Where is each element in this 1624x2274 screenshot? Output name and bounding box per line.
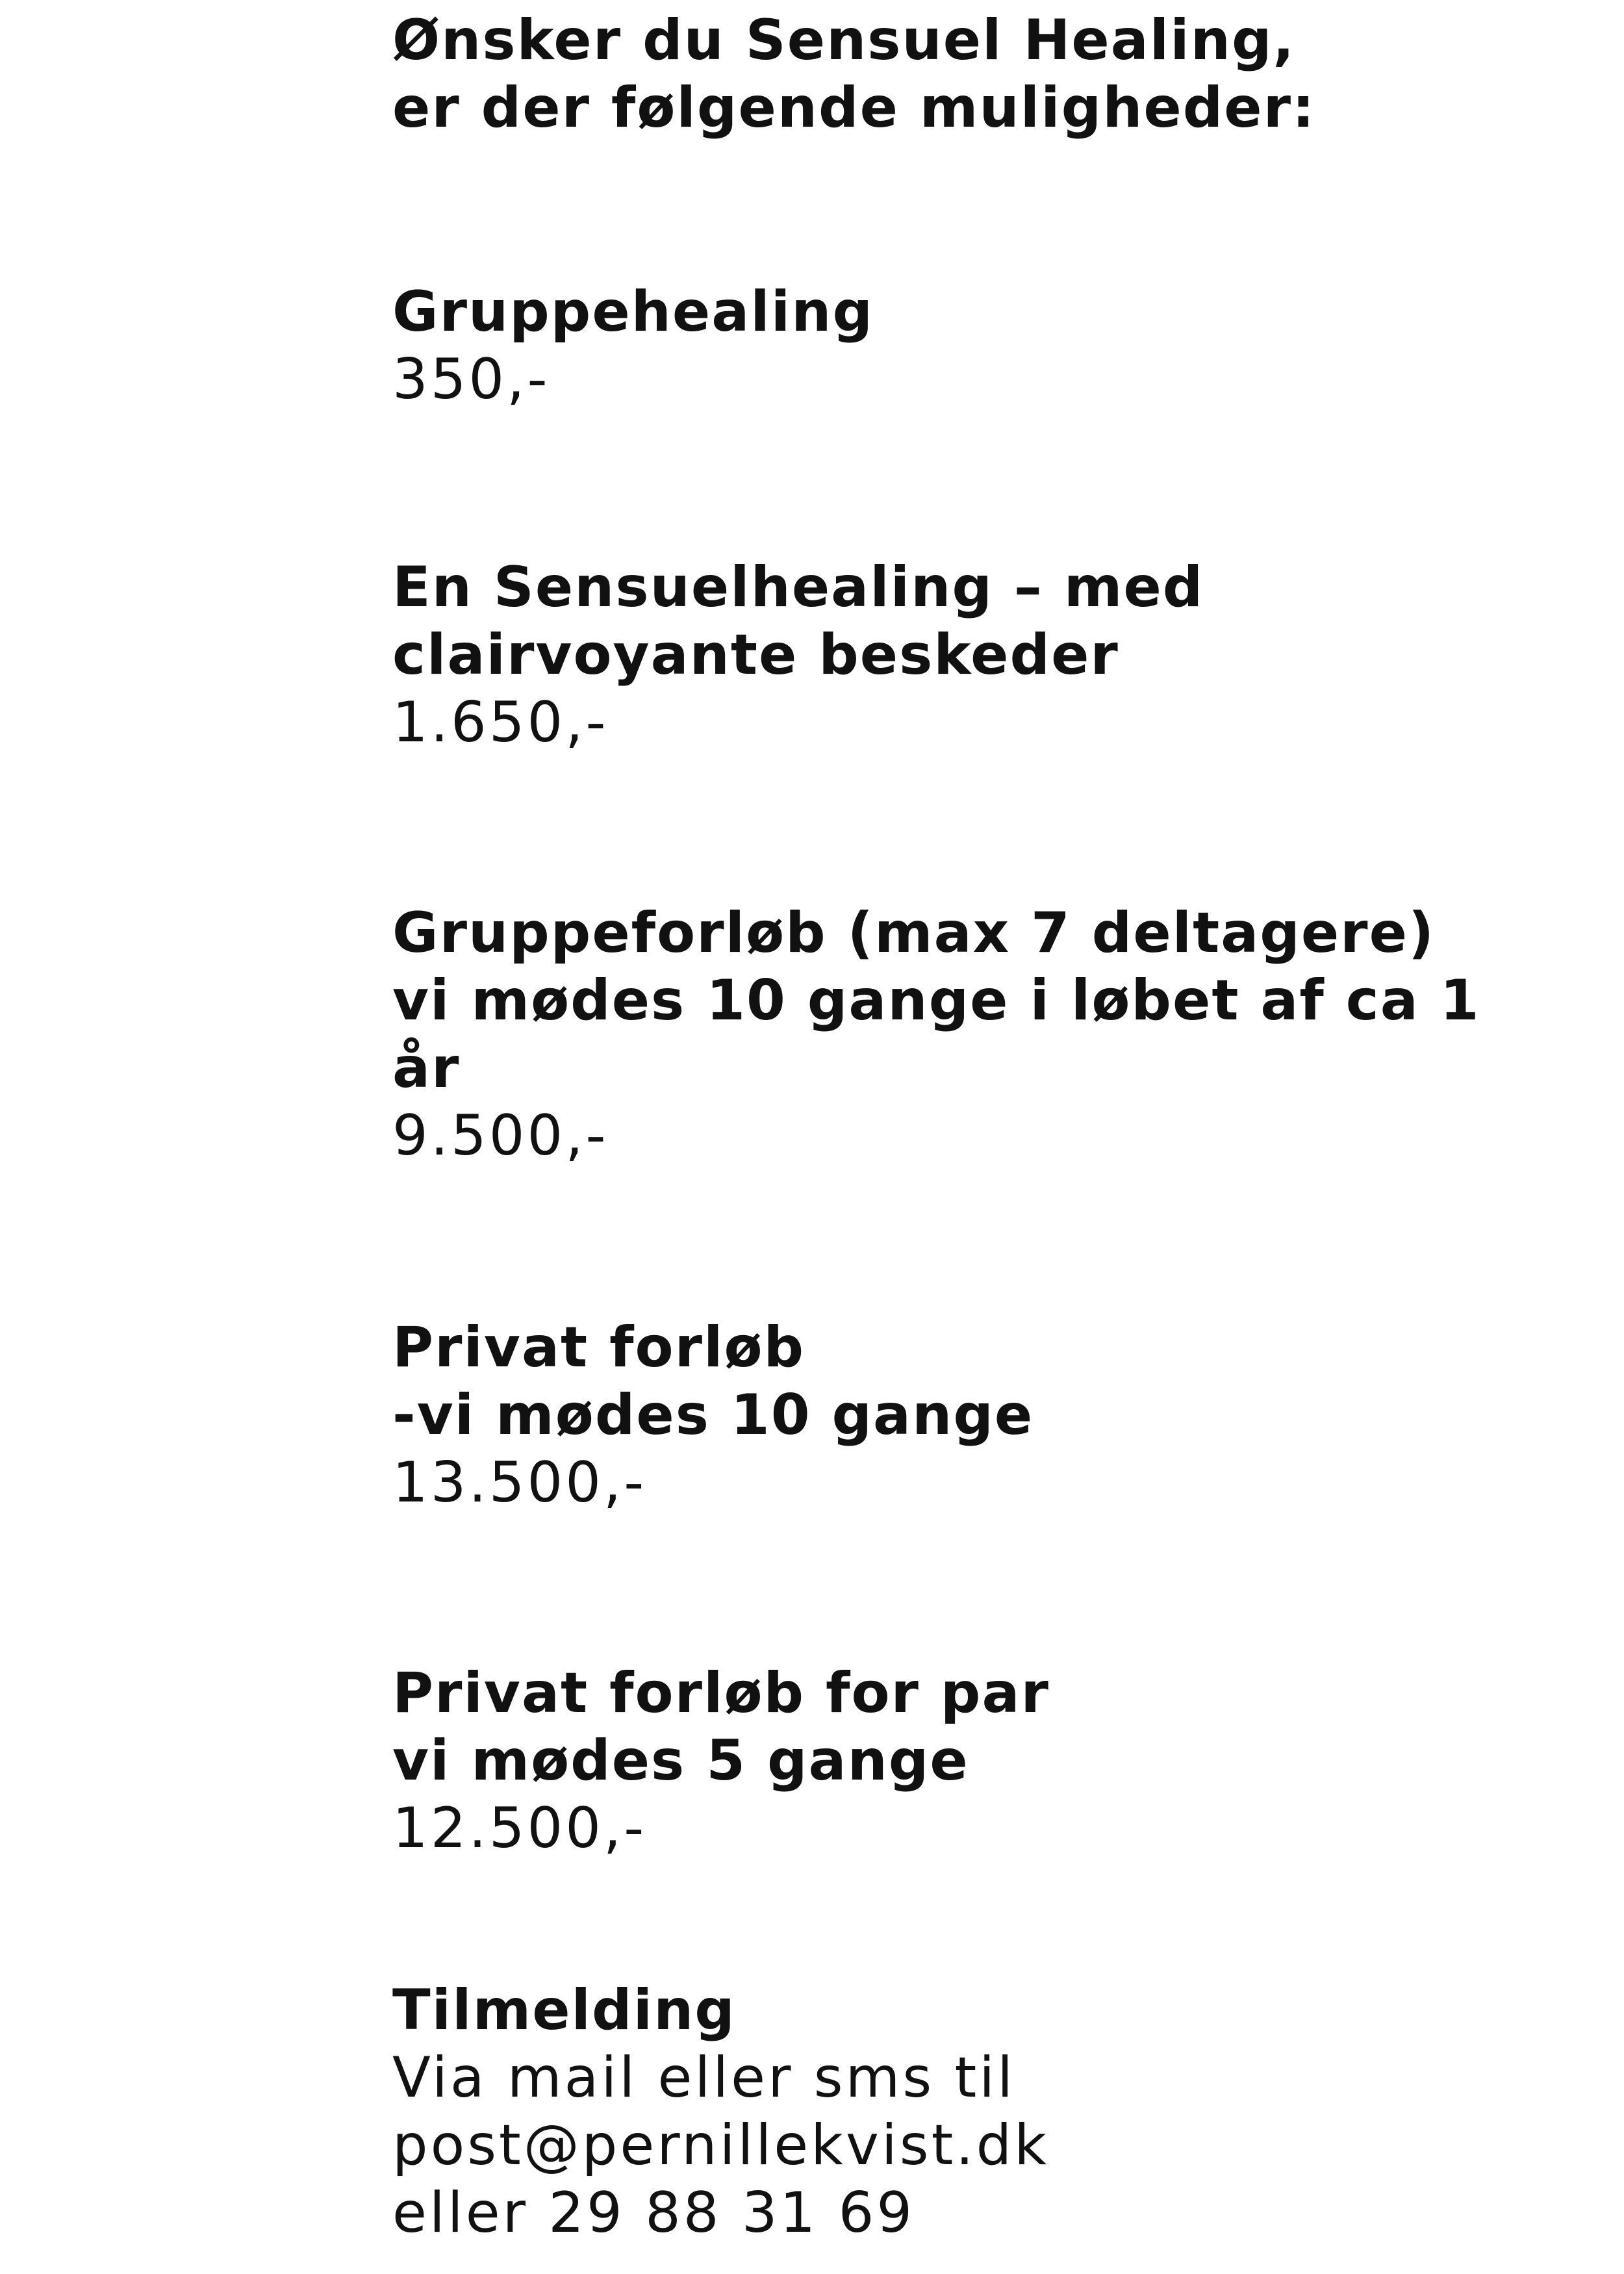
offer-title: Gruppehealing [392, 279, 874, 344]
offer-group-healing [392, 278, 1620, 413]
offer-title: år [392, 1036, 461, 1101]
offer-title: clairvoyante beskeder [392, 622, 1119, 687]
offer-title: Gruppeforløb (max 7 deltagere) [392, 901, 1436, 965]
signup-email: post@pernillekvist.dk [392, 2113, 1050, 2178]
offer-title: vi mødes 5 gange [392, 1728, 969, 1793]
offer-price: 350,- [392, 347, 550, 412]
intro-heading [392, 6, 1620, 142]
signup-section [392, 1976, 1620, 2247]
offer-private-course [392, 1314, 1620, 1516]
offer-title: Privat forløb [392, 1315, 806, 1380]
signup-heading: Tilmelding [392, 1978, 736, 2043]
offer-price: 12.500,- [392, 1796, 647, 1861]
offer-group-course [392, 899, 1620, 1169]
offer-title: En Sensuelhealing – med [392, 555, 1204, 620]
offer-sensual-healing [392, 554, 1620, 756]
offer-couples-course [392, 1659, 1620, 1862]
offer-title: vi mødes 10 gange i løbet af ca 1 [392, 968, 1480, 1033]
offer-title: Privat forløb for par [392, 1661, 1050, 1726]
intro-line-2: er der følgende muligheder: [392, 75, 1316, 140]
signup-text: Via mail eller sms til [392, 2045, 1016, 2110]
offer-price: 9.500,- [392, 1103, 609, 1168]
signup-phone: eller 29 88 31 69 [392, 2180, 915, 2245]
offer-price: 1.650,- [392, 690, 609, 755]
intro-line-1: Ønsker du Sensuel Healing, [392, 8, 1296, 73]
offer-title: -vi mødes 10 gange [392, 1383, 1034, 1448]
offer-price: 13.500,- [392, 1450, 647, 1515]
